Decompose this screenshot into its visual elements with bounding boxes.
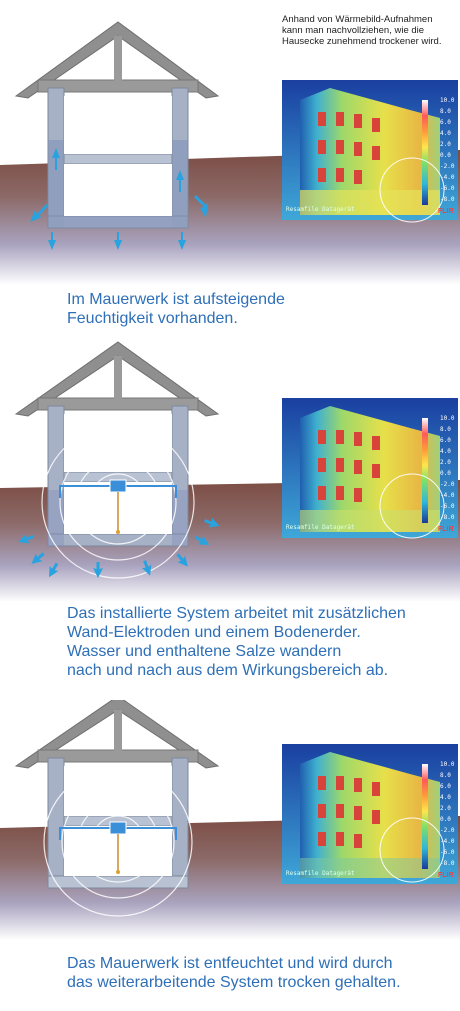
scale-label: 0.0 xyxy=(440,470,451,477)
scale-label: -8.0 xyxy=(440,196,455,203)
scale-label: -4.0 xyxy=(440,492,455,499)
scale-label: 2.0 xyxy=(440,805,451,812)
scale-label: -6.0 xyxy=(440,849,455,856)
caption-line: nach und nach aus dem Wirkungsbereich ab. xyxy=(67,662,389,679)
scale-label: -2.0 xyxy=(440,481,455,488)
scale-label: -8.0 xyxy=(440,860,455,867)
thermal-color-scale xyxy=(422,100,428,205)
scale-label: 10.0 xyxy=(440,761,455,768)
ground-electrode-tip xyxy=(116,870,120,874)
ground-floor-room xyxy=(64,414,172,472)
basement-room xyxy=(64,164,172,216)
scale-label: 8.0 xyxy=(440,108,451,115)
scale-label: -2.0 xyxy=(440,163,455,170)
scale-label: 2.0 xyxy=(440,141,451,148)
caption-line: Wand-Elektroden und einem Bodenerder. xyxy=(67,624,361,641)
thermal-scale-labels xyxy=(440,95,454,205)
caption-panel-1 xyxy=(67,290,285,328)
control-unit-icon xyxy=(110,480,126,492)
panel-1-illustration xyxy=(0,0,460,340)
thermal-color-scale xyxy=(422,764,428,869)
ground-floor-room xyxy=(64,96,172,154)
scale-label: -4.0 xyxy=(440,838,455,845)
thermal-image-3 xyxy=(282,744,458,884)
scale-label: 0.0 xyxy=(440,152,451,159)
thermal-color-scale xyxy=(422,418,428,523)
scale-label: -6.0 xyxy=(440,503,455,510)
control-unit-icon xyxy=(110,822,126,834)
panel-dried xyxy=(0,700,460,1011)
scale-label: 8.0 xyxy=(440,426,451,433)
scale-label: 4.0 xyxy=(440,448,451,455)
scale-label: 4.0 xyxy=(440,794,451,801)
king-post xyxy=(114,36,122,82)
scale-label: -4.0 xyxy=(440,174,455,181)
scale-label: 6.0 xyxy=(440,437,451,444)
flir-logo: FLIR xyxy=(438,872,454,879)
floor-slab xyxy=(64,154,172,164)
caption-panel-2 xyxy=(67,604,406,680)
scale-label: -8.0 xyxy=(440,514,455,521)
caption-line: Das installierte System arbeitet mit zusätzlichen xyxy=(67,605,406,622)
caption-line: Das Mauerwerk ist entfeuchtet und wird durch xyxy=(67,955,393,972)
thermal-scale-labels xyxy=(440,413,454,523)
thermal-image-2 xyxy=(282,398,458,538)
caption-line: Feuchtigkeit vorhanden. xyxy=(67,310,238,327)
ground-electrode-tip xyxy=(116,530,120,534)
ground-floor-room xyxy=(64,766,172,816)
king-post xyxy=(114,356,122,400)
scale-label: 6.0 xyxy=(440,783,451,790)
scale-label: -6.0 xyxy=(440,185,455,192)
panel-rising-damp xyxy=(0,0,460,340)
caption-line: Wasser und enthaltene Salze wandern xyxy=(67,643,342,660)
scale-label: 8.0 xyxy=(440,772,451,779)
thermal-footer: Resamfile Datagerät xyxy=(286,206,355,213)
caption-line: Im Mauerwerk ist aufsteigende xyxy=(67,291,285,308)
header-note-line: Hausecke zunehmend trockener wird. xyxy=(282,36,442,47)
left-wall xyxy=(48,758,64,888)
panel-system-active xyxy=(0,340,460,700)
header-note-line: Anhand von Wärmebild-Aufnahmen xyxy=(282,14,433,25)
scale-label: 2.0 xyxy=(440,459,451,466)
scale-label: 0.0 xyxy=(440,816,451,823)
scale-label: 4.0 xyxy=(440,130,451,137)
scale-label: 10.0 xyxy=(440,415,455,422)
damp-zone-floor xyxy=(64,216,172,228)
thermal-scale-labels xyxy=(440,759,454,869)
header-note-line: kann man nachvollziehen, wie die xyxy=(282,25,425,36)
scale-label: 10.0 xyxy=(440,97,455,104)
thermal-image-1 xyxy=(282,80,458,222)
flir-logo: FLIR xyxy=(438,208,454,215)
caption-line: das weiterarbeitende System trocken gehalten. xyxy=(67,974,401,991)
flir-logo: FLIR xyxy=(438,526,454,533)
scale-label: -2.0 xyxy=(440,827,455,834)
caption-panel-3 xyxy=(67,954,401,992)
scale-label: 6.0 xyxy=(440,119,451,126)
thermal-footer: Resamfile Datagerät xyxy=(286,524,355,531)
king-post xyxy=(114,710,122,752)
thermal-footer: Resamfile Datagerät xyxy=(286,870,355,877)
right-wall xyxy=(172,758,188,888)
